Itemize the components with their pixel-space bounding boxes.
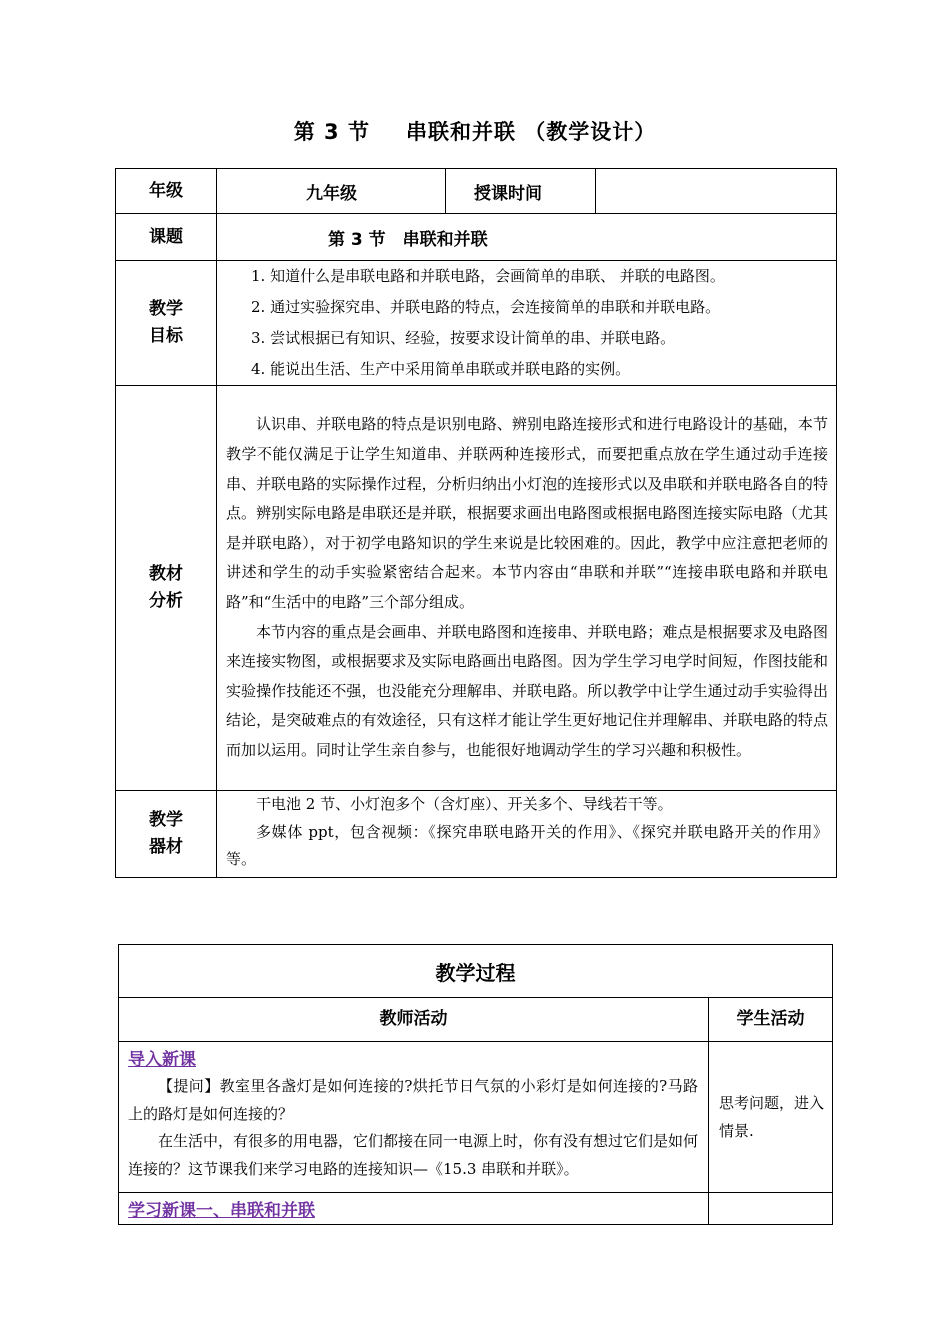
goals-label xyxy=(116,261,217,386)
intro-teacher-cell xyxy=(119,1042,709,1193)
teaching-process-table xyxy=(118,944,833,1225)
goal-item: 4. 能说出生活、生产中采用简单串联或并联电路的实例。 xyxy=(251,360,631,378)
new-lesson-teacher-cell xyxy=(119,1193,709,1225)
new-lesson-student-cell xyxy=(709,1193,833,1225)
materials-paragraph: 多媒体 ppt，包含视频：《探究串联电路开关的作用》、《探究并联电路开关的作用》等。 xyxy=(226,822,828,868)
materials-row xyxy=(116,791,837,878)
title-text: 串联和并联 （教学设计） xyxy=(405,120,657,144)
materials-paragraph: 干电池 2 节、小灯泡多个（含灯座）、开关多个、导线若干等。 xyxy=(256,795,673,813)
materials-label-line1: 教学 xyxy=(149,810,183,830)
class-time-label: 授课时间 xyxy=(446,169,596,214)
process-heading: 教学过程 xyxy=(119,945,833,998)
topic-label: 课题 xyxy=(116,214,217,261)
grade-value: 九年级 xyxy=(217,169,446,214)
goal-item: 1. 知道什么是串联电路和并联电路，会画简单的串联、 并联的电路图。 xyxy=(251,267,725,285)
topic-value: 第 3 节 串联和并联 xyxy=(217,214,837,261)
goal-item: 2. 通过实验探究串、并联电路的特点，会连接简单的串联和并联电路。 xyxy=(251,298,721,316)
intro-row xyxy=(119,1042,833,1193)
analysis-label xyxy=(116,386,217,791)
grade-label: 年级 xyxy=(116,169,217,214)
page-title xyxy=(0,116,950,146)
grade-row xyxy=(116,169,837,214)
class-time-value xyxy=(596,169,837,214)
analysis-content xyxy=(217,386,837,791)
process-column-header-row xyxy=(119,998,833,1042)
intro-paragraph: 【提问】教室里各盏灯是如何连接的?烘托节日气氛的小彩灯是如何连接的?马路上的路灯是如何连接的？ xyxy=(128,1077,698,1123)
goals-label-line1: 教学 xyxy=(149,299,183,319)
analysis-label-line2: 分析 xyxy=(149,591,183,611)
materials-content xyxy=(217,791,837,878)
goals-label-line2: 目标 xyxy=(149,326,183,346)
intro-section-link[interactable]: 导入新课 xyxy=(128,1050,196,1070)
lesson-info-table xyxy=(115,168,837,878)
materials-label xyxy=(116,791,217,878)
title-section-number: 第 3 节 xyxy=(293,120,370,144)
student-activity-header: 学生活动 xyxy=(709,998,833,1042)
analysis-label-line1: 教材 xyxy=(149,564,183,584)
analysis-row xyxy=(116,386,837,791)
intro-paragraph: 在生活中，有很多的用电器，它们都接在同一电源上时，你有没有想过它们是如何连接的？这节课我们来学习电路的连接知识—《15.3 串联和并联》。 xyxy=(128,1132,699,1178)
topic-row xyxy=(116,214,837,261)
materials-label-line2: 器材 xyxy=(149,837,183,857)
goal-item: 3. 尝试根据已有知识、经验，按要求设计简单的串、并联电路。 xyxy=(251,329,676,347)
process-heading-row xyxy=(119,945,833,998)
goals-content xyxy=(217,261,837,386)
goals-row xyxy=(116,261,837,386)
intro-student-cell: 思考问题，进入情景. xyxy=(709,1042,833,1193)
new-lesson-section-link[interactable]: 学习新课一、串联和并联 xyxy=(128,1201,315,1221)
analysis-paragraph: 本节内容的重点是会画串、并联电路图和连接串、并联电路；难点是根据要求及电路图来连接实物图，或根据要求及实际电路画出电路图。因为学生学习电学时间短，作图技能和实验操作技能还不强，也没能充分理解串、并联电路。所以教学中让学生通过动手实验得出结论，是突破难点的有效途径，只有这样才能让学生更好地记住并理解串、并联电路的特点而加以运用。同时让学生亲自参与，也能很好地调动学生的学习兴趣和积极性。 xyxy=(226,622,828,759)
teacher-activity-header: 教师活动 xyxy=(119,998,709,1042)
analysis-paragraph: 认识串、并联电路的特点是识别电路、辨别电路连接形式和进行电路设计的基础，本节教学不能仅满足于让学生知道串、并联两种连接形式，而要把重点放在学生通过动手连接串、并联电路的实际操作过程，分析归纳出小灯泡的连接形式以及串联和并联电路各自的特点。辨别实际电路是串联还是并联，根据要求画出电路图或根据电路图连接实际电路（尤其是并联电路），对于初学电路知识的学生来说是比较困难的。因此，教学中应注意把老师的讲述和学生的动手实验紧密结合起来。本节内容由“串联和并联”“连接串联电路和并联电路”和“生活中的电路”三个部分组成。 xyxy=(226,415,828,611)
new-lesson-row xyxy=(119,1193,833,1225)
